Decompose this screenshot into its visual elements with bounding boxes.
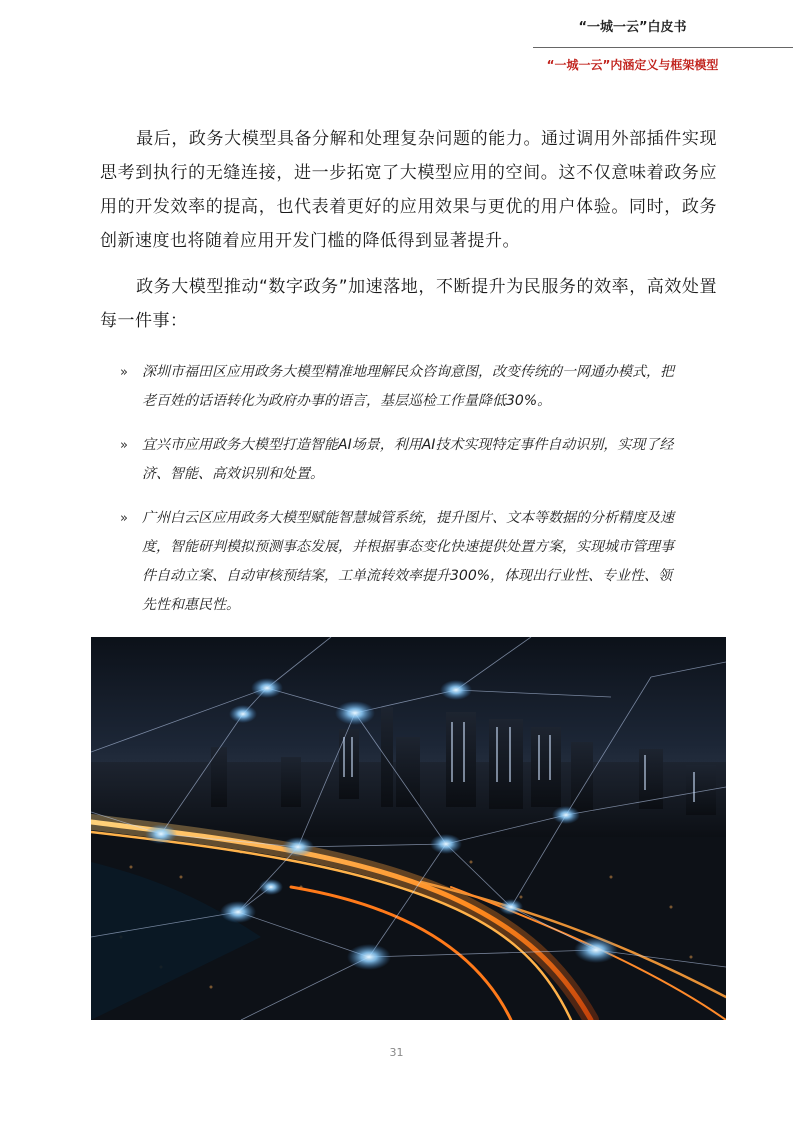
case-item-text: 广州白云区应用政务大模型赋能智慧城管系统，提升图片、文本等数据的分析精度及速度，智能研判模拟预测事态发展，并根据事态变化快速提供处置方案，实现城市管理事件自动立案、自动审核预结案，工单流转效率提升300%，体现出行业性、专业性、领先性和惠民性。 xyxy=(142,510,674,613)
bullet-marker-icon: » xyxy=(120,365,128,380)
case-item-futian xyxy=(120,358,680,416)
paragraph-1-text: 最后，政务大模型具备分解和处理复杂问题的能力。通过调用外部插件实现思考到执行的无缝连接，进一步拓宽了大模型应用的空间。这不仅意味着政务应用的开发效率的提高，也代表着更好的应用效果与更优的用户体验。同时，政务创新速度也将随着应用开发门槛的降低得到显著提升。 xyxy=(100,129,717,251)
night-city-network-image xyxy=(91,637,726,1020)
running-header-subtitle: “一城一云”内涵定义与框架模型 xyxy=(546,58,719,72)
body-paragraph-1 xyxy=(100,122,717,258)
case-item-text: 宜兴市应用政务大模型打造智能AI场景，利用AI技术实现特定事件自动识别，实现了经济、智能、高效识别和处置。 xyxy=(142,437,674,482)
paragraph-2-text: 政务大模型推动“数字政务”加速落地，不断提升为民服务的效率，高效处置每一件事： xyxy=(100,277,717,331)
city-illustration xyxy=(91,637,726,1020)
case-item-baiyun xyxy=(120,504,680,620)
body-paragraph-2 xyxy=(100,270,717,338)
skyline xyxy=(91,707,726,842)
running-header-title: “一城一云”白皮书 xyxy=(578,20,687,35)
bullet-marker-icon: » xyxy=(120,438,128,453)
header-divider xyxy=(533,47,793,48)
page-number: 31 xyxy=(389,1046,404,1059)
bullet-marker-icon: » xyxy=(120,511,128,526)
case-list xyxy=(120,358,680,635)
case-item-text: 深圳市福田区应用政务大模型精准地理解民众咨询意图，改变传统的一网通办模式，把老百姓的话语转化为政府办事的语言，基层巡检工作量降低30%。 xyxy=(142,364,674,409)
case-item-yixing xyxy=(120,431,680,489)
